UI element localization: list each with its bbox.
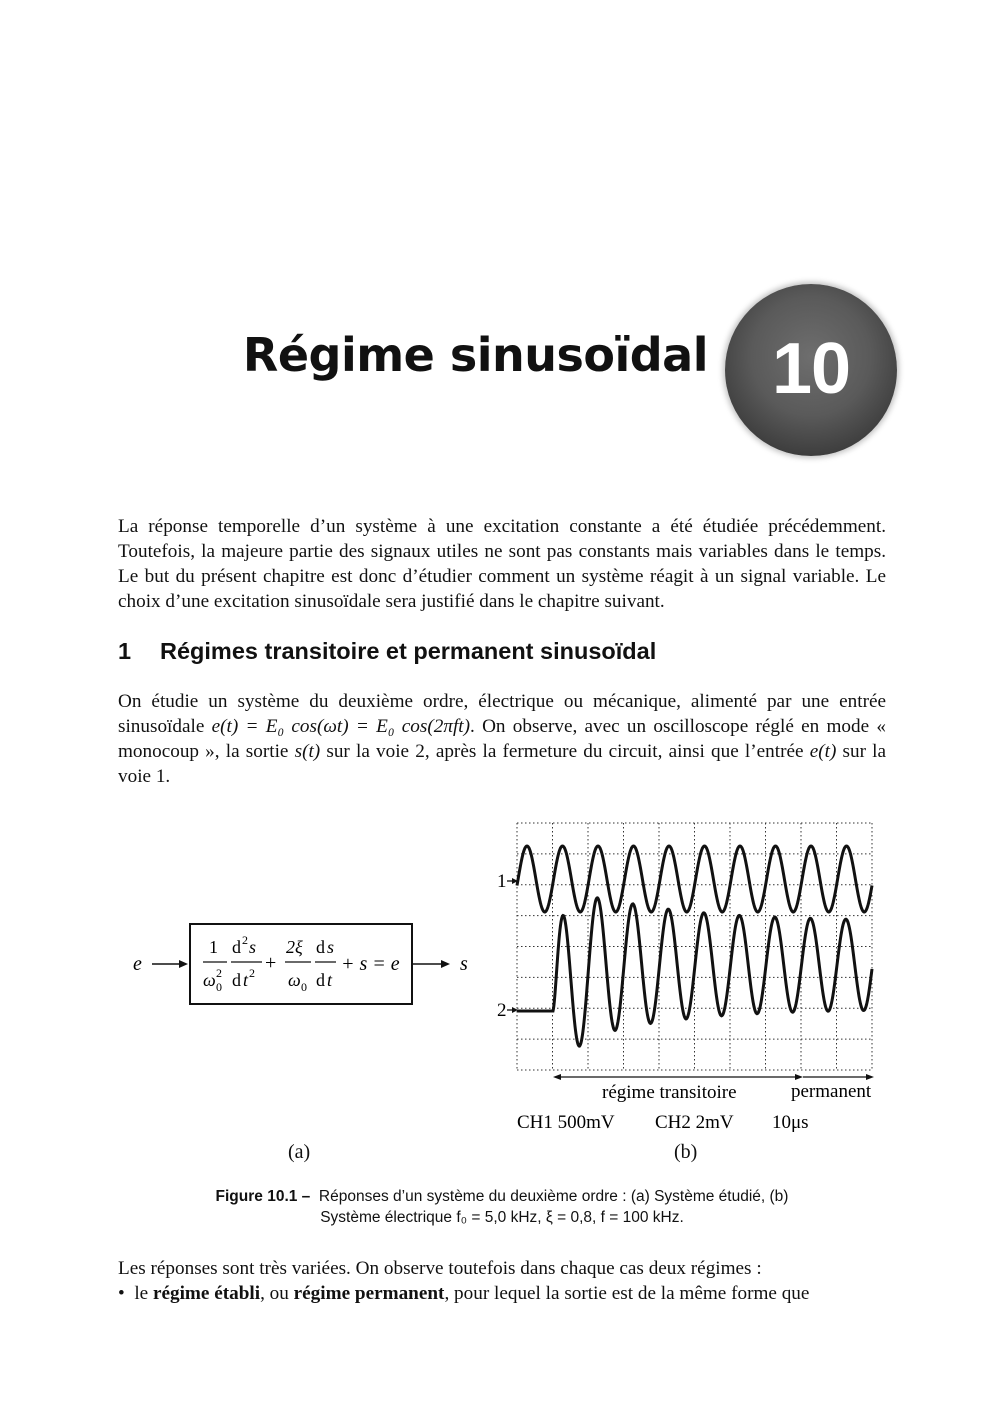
block-input-label: e: [133, 953, 142, 975]
chapter-number-badge: [725, 284, 897, 456]
caption-line-1: Réponses d’un système du deuxième ordre : (a) Système étudié, (b): [318, 1188, 789, 1205]
chapter-title: Régime sinusoïdal: [242, 328, 708, 382]
bullet: •: [118, 1283, 125, 1304]
eq-t: t: [327, 970, 333, 990]
transient-label: régime transitoire: [602, 1082, 737, 1103]
chapter-number: 10: [771, 329, 851, 409]
section-paragraph: [118, 689, 886, 789]
block-diagram: [120, 910, 490, 1020]
text-run: sur la voie 2, après la fermeture du circuit, ainsi que l’entrée: [320, 741, 810, 762]
after-figure-paragraph: Les réponses sont très variées. On observe toutefois dans chaque cas deux régimes :: [118, 1258, 762, 1279]
figure-label-b: (b): [674, 1141, 698, 1163]
timebase: 10μs: [772, 1112, 809, 1133]
arrowhead: [795, 1074, 803, 1080]
eq-tail: + s = e: [341, 953, 400, 975]
section-title: Régimes transitoire et permanent sinusoïdal: [160, 638, 657, 664]
caption-line-2: Système électrique f₀ = 5,0 kHz, ξ = 0,8, f = 100 kHz.: [320, 1209, 684, 1226]
ch1-setting: CH1 500mV: [517, 1112, 615, 1133]
term-regime-etabli: régime établi: [152, 1283, 261, 1304]
eq-two-xi: 2ξ: [286, 937, 303, 957]
term-regime-permanent: régime permanent: [293, 1283, 445, 1304]
eq-d: d: [316, 937, 325, 957]
eq-t: t: [243, 970, 249, 990]
figure-caption: [150, 1186, 854, 1228]
text-run: On étudie un système du deuxième ordre, électrique ou mécanique, alimenté par une entrée sinusoïdale: [118, 691, 886, 737]
eq-sub: 0: [301, 980, 307, 994]
symbol-output: s(t): [294, 741, 321, 762]
text-run: . On observe, avec un oscilloscope réglé en mode « monocoup », la sortie: [118, 716, 887, 762]
section-heading: [118, 638, 656, 665]
text-run: , pour lequel la sortie est de la même forme que: [444, 1283, 810, 1304]
input-arrowhead: [179, 960, 188, 968]
eq-d: d: [232, 937, 241, 957]
list-item: [118, 1281, 886, 1306]
scope-grid: [517, 823, 872, 1070]
output-arrowhead: [441, 960, 450, 968]
eq-omega: ω: [288, 970, 301, 990]
arrowhead: [553, 1074, 561, 1080]
eq-plus: +: [265, 952, 277, 974]
equation-input-signal: e(t) = E₀ cos(ωt) = E₀ cos(2πft): [211, 716, 470, 737]
eq-d: d: [316, 970, 325, 990]
eq-numerator-one: 1: [209, 937, 218, 957]
ch1-marker: 1: [497, 871, 507, 892]
section-number: 1: [118, 638, 132, 664]
eq-d: d: [232, 970, 241, 990]
ch2-setting: CH2 2mV: [655, 1112, 734, 1133]
eq-sup: 2: [249, 966, 255, 980]
block-output-label: s: [460, 953, 468, 975]
eq-s: s: [327, 937, 335, 957]
intro-paragraph: La réponse temporelle d’un système à une excitation constante a été étudiée précédemment. Toutefois, la majeure partie des signaux utiles ne sont pas constants mais variables dans le temps. Le but du présent chapitre est donc d’étudier comment un système réagit à un signal variable. Le choix d’une excitation sinusoïdale sera justifié dans le chapitre suivant.: [118, 516, 886, 612]
eq-omega: ω: [203, 970, 216, 990]
caption-prefix: Figure 10.1 –: [215, 1188, 311, 1205]
eq-s: s: [249, 937, 257, 957]
eq-sup: 2: [242, 933, 248, 947]
eq-sub: 0: [216, 980, 222, 994]
arrowhead: [866, 1074, 874, 1080]
figure-label-a: (a): [288, 1141, 311, 1163]
ch2-marker: 2: [497, 1000, 507, 1021]
text-run: le: [134, 1283, 153, 1304]
text-run: sur la voie 1.: [118, 741, 887, 787]
permanent-label: permanent: [791, 1081, 872, 1102]
text-run: , ou: [260, 1283, 294, 1304]
eq-sup: 2: [216, 966, 222, 980]
symbol-input: e(t): [809, 741, 837, 762]
oscilloscope-screen: [490, 815, 890, 1135]
